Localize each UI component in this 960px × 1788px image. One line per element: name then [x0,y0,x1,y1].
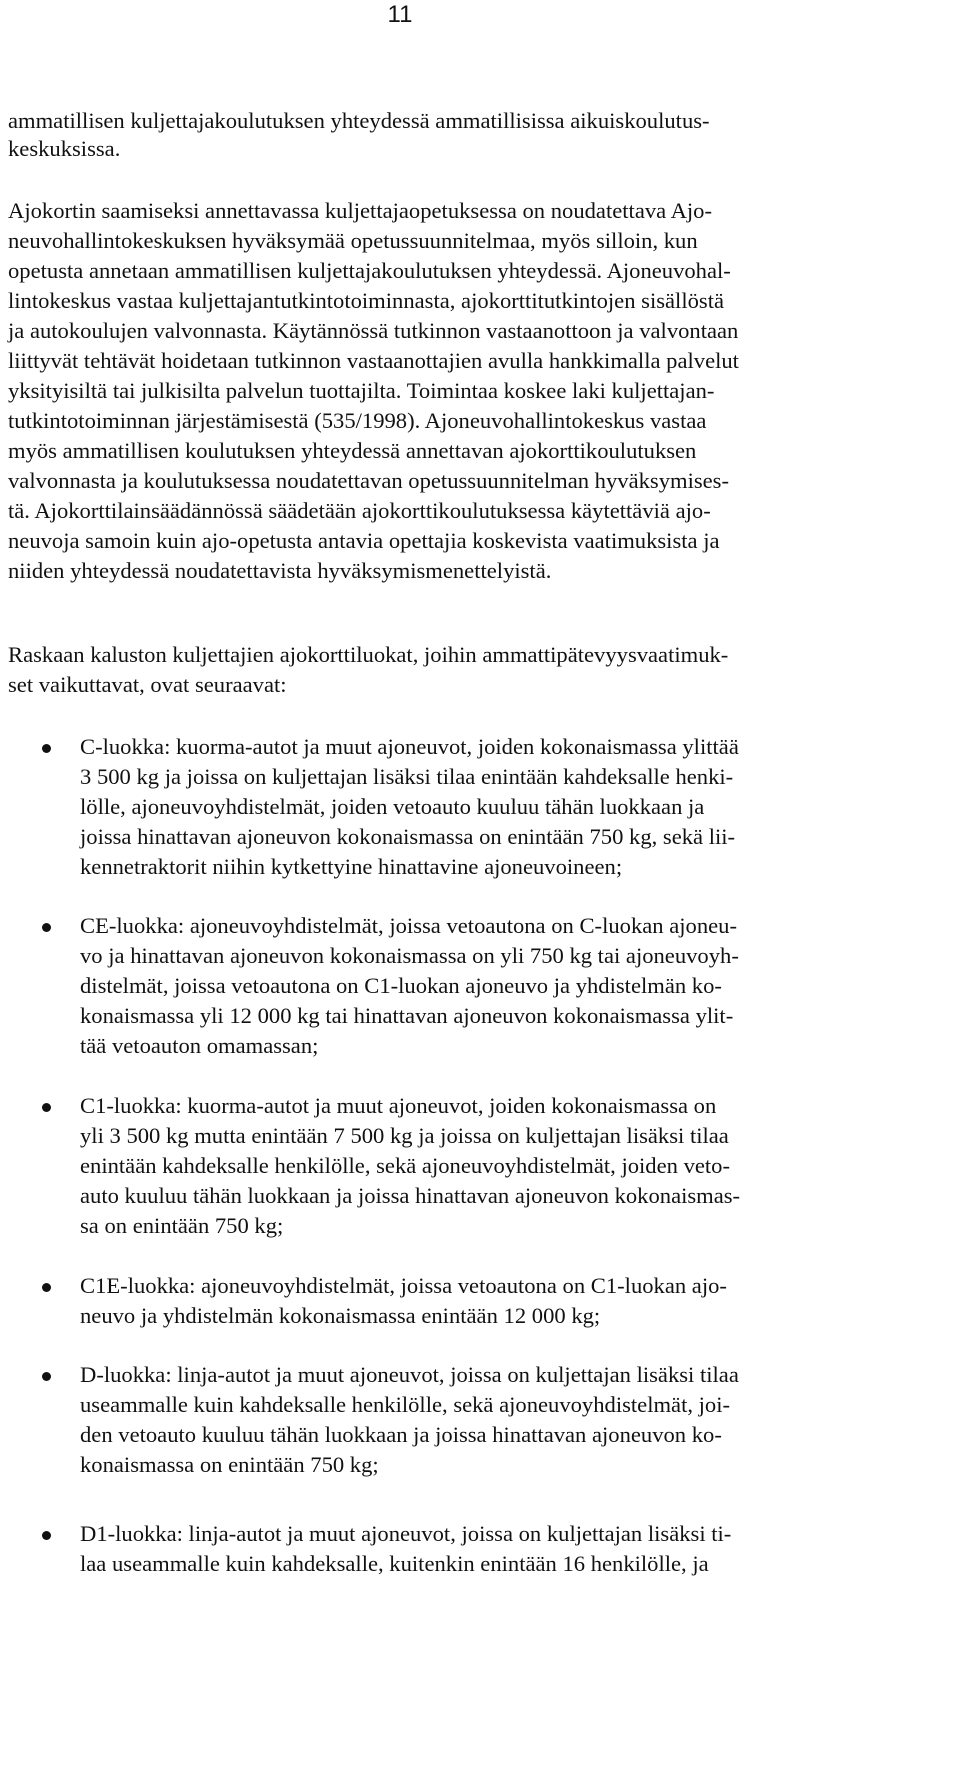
text-line: myös ammatillisen koulutuksen yhteydessä annettavan ajokorttikoulutuksen [8,438,697,463]
text-line: CE-luokka: ajoneuvoyhdistelmät, joissa vetoautona on C-luokan ajoneu- [80,913,737,938]
text-line: konaismassa yli 12 000 kg tai hinattavan ajoneuvon kokonaismassa ylit- [80,1003,734,1028]
text-line: kennetraktorit niihin kytkettyine hinattavine ajoneuvoineen; [80,854,623,879]
text-line: laa useammalle kuin kahdeksalle, kuitenkin enintään 16 henkilölle, ja [80,1551,709,1576]
text-line: neuvo ja yhdistelmän kokonaismassa enintään 12 000 kg; [80,1303,601,1328]
bullet-icon [42,1283,51,1292]
text-line: ammatillisen kuljettajakoulutuksen yhteydessä ammatillisissa aikuiskoulutus- [8,108,710,133]
text-line: tää vetoauton omamassan; [80,1033,319,1058]
page-number: 11 [387,1,413,28]
bullet-icon [42,1372,51,1381]
text-line: D-luokka: linja-autot ja muut ajoneuvot, joissa on kuljettajan lisäksi tilaa [80,1362,739,1387]
text-line: set vaikuttavat, ovat seuraavat: [8,672,287,697]
bullet-icon [42,1103,51,1112]
text-line: opetusta annetaan ammatillisen kuljettajakoulutuksen yhteydessä. Ajoneuvohal- [8,258,731,283]
text-line: den vetoauto kuuluu tähän luokkaan ja joissa hinattavan ajoneuvon ko- [80,1422,722,1447]
text-line: C1E-luokka: ajoneuvoyhdistelmät, joissa vetoautona on C1-luokan ajo- [80,1273,727,1298]
text-line: vo ja hinattavan ajoneuvon kokonaismassa on yli 750 kg tai ajoneuvoyh- [80,943,739,968]
text-line: niiden yhteydessä noudatettavista hyväksymismenettelyistä. [8,558,552,583]
text-line: yli 3 500 kg mutta enintään 7 500 kg ja joissa on kuljettajan lisäksi tilaa [80,1123,729,1148]
text-line: lölle, ajoneuvoyhdistelmät, joiden vetoauto kuuluu tähän luokkaan ja [80,794,705,819]
text-line: C1-luokka: kuorma-autot ja muut ajoneuvot, joiden kokonaismassa on [80,1093,717,1118]
text-line: liittyvät tehtävät hoidetaan tutkinnon vastaanottajien avulla hankkimalla palvelut [8,348,739,373]
text-line: sa on enintään 750 kg; [80,1213,284,1238]
text-line: joissa hinattavan ajoneuvon kokonaismassa on enintään 750 kg, sekä lii- [80,824,736,849]
text-line: valvonnasta ja koulutuksessa noudatettavan opetussuunnitelman hyväksymises- [8,468,729,493]
text-line: C-luokka: kuorma-autot ja muut ajoneuvot, joiden kokonaismassa ylittää [80,734,739,759]
text-line: konaismassa on enintään 750 kg; [80,1452,379,1477]
bullet-icon [42,1531,51,1540]
text-line: keskuksissa. [8,136,121,161]
text-line: neuvoja samoin kuin ajo-opetusta antavia opettajia koskevista vaatimuksista ja [8,528,720,553]
text-line: Ajokortin saamiseksi annettavassa kuljettajaopetuksessa on noudatettava Ajo- [8,198,712,223]
text-line: enintään kahdeksalle henkilölle, sekä ajoneuvoyhdistelmät, joiden veto- [80,1153,731,1178]
text-line: distelmät, joissa vetoautona on C1-luokan ajoneuvo ja yhdistelmän ko- [80,973,722,998]
text-line: 3 500 kg ja joissa on kuljettajan lisäksi tilaa enintään kahdeksalle henki- [80,764,734,789]
text-line: tutkintotoiminnan järjestämisestä (535/1998). Ajoneuvohallintokeskus vastaa [8,408,707,433]
text-line: useammalle kuin kahdeksalle henkilölle, sekä ajoneuvoyhdistelmät, joi- [80,1392,731,1417]
text-line: tä. Ajokorttilainsäädännössä säädetään ajokorttikoulutuksessa käytettäviä ajo- [8,498,711,523]
text-line: D1-luokka: linja-autot ja muut ajoneuvot, joissa on kuljettajan lisäksi ti- [80,1521,732,1546]
text-line: neuvohallintokeskuksen hyväksymää opetussuunnitelmaa, myös silloin, kun [8,228,698,253]
text-line: Raskaan kaluston kuljettajien ajokorttiluokat, joihin ammattipätevyysvaatimuk- [8,642,729,667]
bullet-icon [42,744,51,753]
text-line: auto kuuluu tähän luokkaan ja joissa hinattavan ajoneuvon kokonaismas- [80,1183,741,1208]
text-line: lintokeskus vastaa kuljettajantutkintotoiminnasta, ajokorttitutkintojen sisällöstä [8,288,724,313]
bullet-icon [42,923,51,932]
text-line: yksityisiltä tai julkisilta palvelun tuottajilta. Toimintaa koskee laki kuljettajan- [8,378,715,403]
text-line: ja autokoulujen valvonnasta. Käytännössä tutkinnon vastaanottoon ja valvontaan [8,318,739,343]
